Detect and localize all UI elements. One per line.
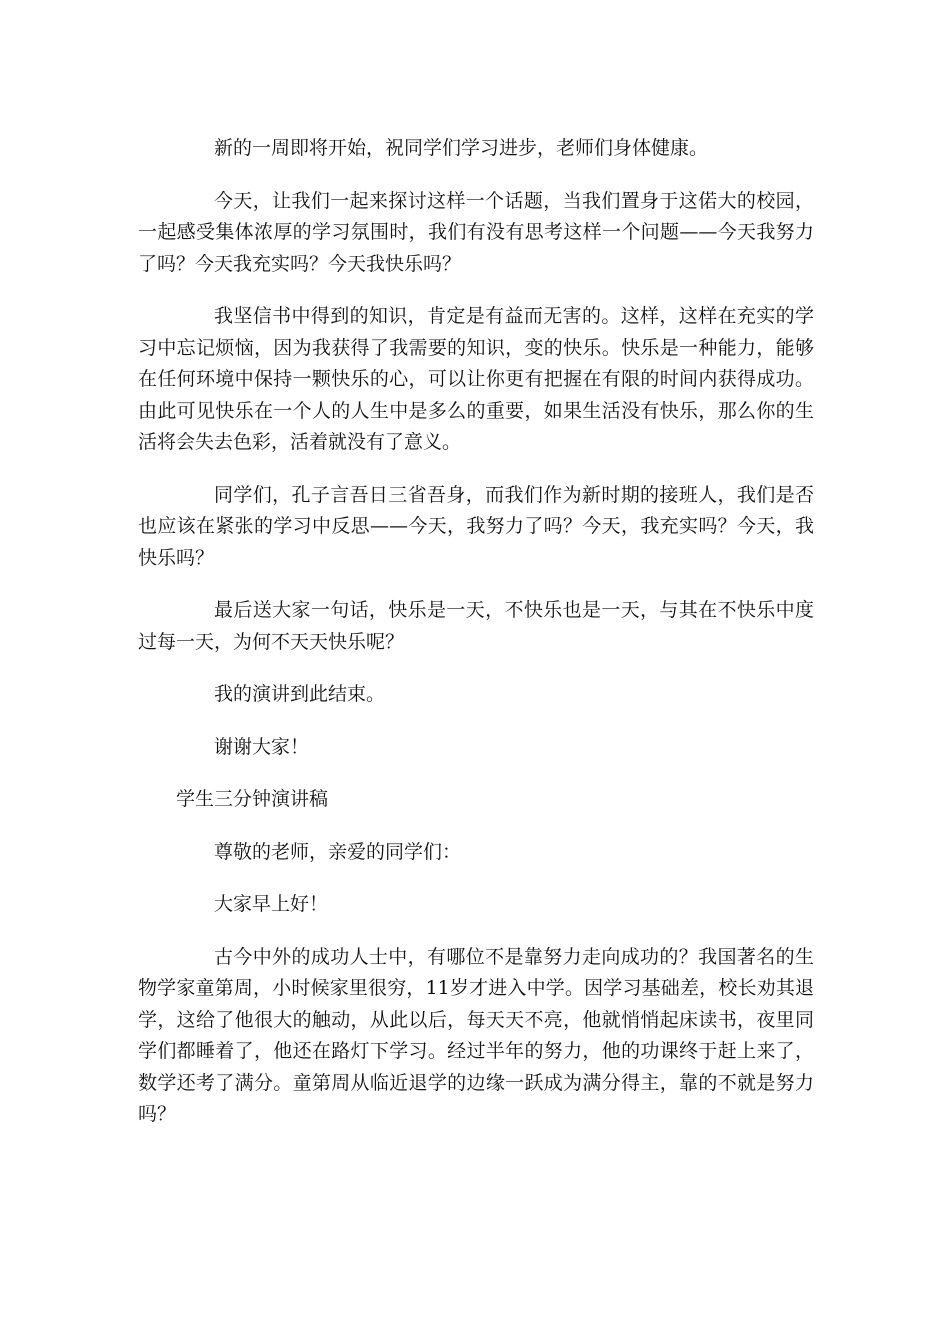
paragraph: 我的演讲到此结束。 bbox=[214, 683, 386, 705]
paragraph: 谢谢大家！ bbox=[214, 735, 310, 758]
salutation: 尊敬的老师，亲爱的同学们： bbox=[214, 840, 462, 863]
document-body bbox=[138, 133, 814, 1152]
paragraph: 我坚信书中得到的知识，肯定是有益而无害的。这样，这样在充实的学习中忘记烦恼，因为我获得了我需要的知识，变的快乐。快乐是一种能力，能够在任何环境中保持一颗快乐的心，可以让你更有把握在有限的时间内获得成功。由此可见快乐在一个人的人生中是多么的重要，如果生活没有快乐，那么你的生活将会失去色彩，活着就没有了意义。 bbox=[138, 305, 814, 453]
paragraph: 同学们，孔子言吾日三省吾身，而我们作为新时期的接班人，我们是否也应该在紧张的学习中反思——今天，我努力了吗？今天，我充实吗？今天，我快乐吗？ bbox=[138, 483, 814, 569]
greeting: 大家早上好！ bbox=[214, 893, 329, 915]
paragraph: 新的一周即将开始，祝同学们学习进步，老师们身体健康。 bbox=[214, 137, 709, 159]
paragraph: 最后送大家一句话，快乐是一天，不快乐也是一天，与其在不快乐中度过每一天，为何不天天快乐呢？ bbox=[138, 599, 814, 653]
paragraph: 今天，让我们一起来探讨这样一个话题，当我们置身于这偌大的校园，一起感受集体浓厚的学习氛围时，我们有没有思考这样一个问题——今天我努力了吗？今天我充实吗？今天我快乐吗？ bbox=[138, 189, 814, 275]
section-title: 学生三分钟演讲稿 bbox=[176, 788, 329, 810]
paragraph: 古今中外的成功人士中，有哪位不是靠努力走向成功的？我国著名的生物学家童第周，小时候家里很穷，11岁才进入中学。因学习基础差，校长劝其退学，这给了他很大的触动，从此以后，每天天不亮，他就悄悄起床读书，夜里同学们都睡着了，他还在路灯下学习。经过半年的努力，他的功课终于赶上来了，数学还考了满分。童第周从临近退学的边缘一跃成为满分得主，靠的不就是努力吗？ bbox=[138, 945, 814, 1125]
